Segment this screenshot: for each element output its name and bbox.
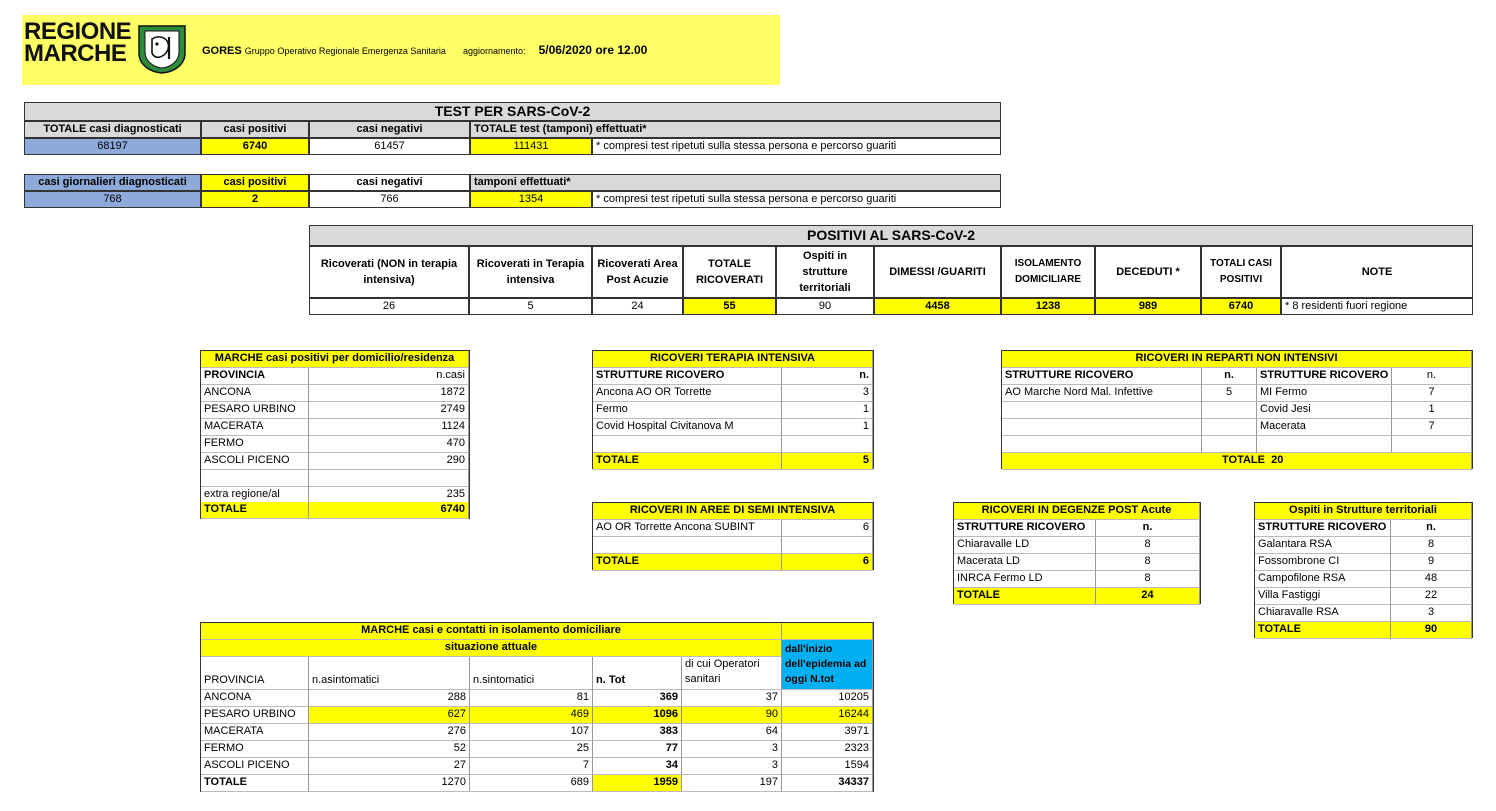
positivi-header-ricoverati-non-ti: Ricoverati (NON in terapia intensiva) [309, 246, 469, 298]
ti-col-header-value: n. [782, 368, 873, 385]
test-note: * compresi test ripetuti sulla stessa persona e percorso guariti [592, 138, 1001, 155]
ni-col-header-value2: n. [1392, 368, 1472, 385]
positivi-header-totali-positivi: TOTALI CASI POSITIVI [1201, 246, 1281, 298]
positivi-value-ospiti-territoriali: 90 [776, 298, 874, 315]
positivi-header-note: NOTE [1281, 246, 1473, 298]
iso-since-spacer [782, 623, 873, 640]
iso-row-sint: 25 [470, 741, 593, 758]
iso-total-tot: 1959 [593, 775, 682, 792]
ti-row-value: 3 [782, 385, 873, 402]
iso-total-since: 34337 [782, 775, 873, 792]
terr-row-value: 22 [1391, 588, 1472, 605]
positivi-value-deceduti: 989 [1095, 298, 1201, 315]
positivi-value-totali-positivi: 6740 [1201, 298, 1281, 315]
iso-row-since: 2323 [782, 741, 873, 758]
si-total-value: 6 [782, 554, 873, 571]
positivi-header-ricoverati-ti: Ricoverati in Terapia intensiva [469, 246, 592, 298]
province-row-name [201, 470, 309, 487]
daily-header-negativi: casi negativi [309, 174, 470, 191]
ti-row-value: 1 [782, 419, 873, 436]
terr-title: Ospiti in Strutture territoriali [1255, 503, 1472, 520]
ti-row-name: Ancona AO OR Torrette [593, 385, 782, 402]
iso-row-oper: 3 [682, 758, 782, 775]
ni-row-name2: MI Fermo [1257, 385, 1392, 402]
logo-line-2: MARCHE [24, 40, 127, 67]
iso-total-oper: 197 [682, 775, 782, 792]
test-header-positivi: casi positivi [201, 121, 309, 138]
iso-row-oper: 64 [682, 724, 782, 741]
ni-row-value1 [1202, 402, 1257, 419]
isolamento-table [200, 622, 874, 792]
daily-value-tamponi: 1354 [470, 191, 592, 208]
terr-row-value: 3 [1391, 605, 1472, 622]
si-row-name: AO OR Torrette Ancona SUBINT [593, 520, 782, 537]
ni-total [1002, 453, 1472, 470]
province-row-value: 470 [309, 436, 469, 453]
ni-row-name2: Covid Jesi [1257, 402, 1392, 419]
ni-row-value2: 7 [1392, 385, 1472, 402]
update-label: aggiornamento: [462, 46, 526, 56]
terr-row-value: 8 [1391, 537, 1472, 554]
pa-col-header-value: n. [1096, 520, 1200, 537]
iso-row-tot: 369 [593, 690, 682, 707]
iso-row-since: 3971 [782, 724, 873, 741]
region-shield-icon [136, 23, 188, 75]
positivi-value-ricoverati-ti: 5 [469, 298, 592, 315]
ni-row-name1: AO Marche Nord Mal. Infettive [1002, 385, 1202, 402]
pa-row-name: INRCA Fermo LD [954, 571, 1096, 588]
iso-col-header-asint: n.asintomatici [309, 657, 470, 690]
pa-row-value: 8 [1096, 571, 1200, 588]
iso-row-asint: 288 [309, 690, 470, 707]
pa-total-label: TOTALE [954, 588, 1096, 605]
iso-col-header-provincia: PROVINCIA [201, 657, 309, 690]
gores-label: GORES [202, 45, 242, 57]
ni-total-label: TOTALE [1222, 454, 1265, 466]
update-date: 5/06/2020 ore 12.00 [538, 43, 648, 57]
terr-row-value: 9 [1391, 554, 1472, 571]
daily-value-negativi: 766 [309, 191, 470, 208]
ni-row-value1 [1202, 419, 1257, 436]
test-header-totale-casi: TOTALE casi diagnosticati [24, 121, 201, 138]
positivi-value-dimessi-guariti: 4458 [874, 298, 1001, 315]
iso-total-name: TOTALE [201, 775, 309, 792]
test-value-positivi: 6740 [201, 138, 309, 155]
province-row-value: 290 [309, 453, 469, 470]
positivi-header-ricoverati-post-acuzie: Ricoverati Area Post Acuzie [592, 246, 683, 298]
province-row-value: 235 [309, 487, 469, 504]
province-col-header-value: n.casi [309, 368, 469, 385]
ni-row-name2: Macerata [1257, 419, 1392, 436]
iso-row-asint: 27 [309, 758, 470, 775]
province-row-value: 1124 [309, 419, 469, 436]
iso-row-name: PESARO URBINO [201, 707, 309, 724]
iso-row-name: ASCOLI PICENO [201, 758, 309, 775]
ni-title: RICOVERI IN REPARTI NON INTENSIVI [1002, 351, 1472, 368]
iso-row-oper: 90 [682, 707, 782, 724]
si-row-value [782, 537, 873, 554]
iso-row-sint: 107 [470, 724, 593, 741]
terr-row-name: Fossombrone CI [1255, 554, 1391, 571]
positivi-value-totale-ricoverati: 55 [683, 298, 776, 315]
positivi-header-totale-ricoverati: TOTALE RICOVERATI [683, 246, 776, 298]
daily-value-positivi: 2 [201, 191, 309, 208]
province-row-value: 1872 [309, 385, 469, 402]
ti-row-name [593, 436, 782, 453]
province-row-name: FERMO [201, 436, 309, 453]
test-table-title: TEST PER SARS-CoV-2 [24, 102, 1001, 121]
iso-col-header-tot: n. Tot [593, 657, 682, 690]
ni-col-header-value1: n. [1202, 368, 1257, 385]
pa-row-name: Chiaravalle LD [954, 537, 1096, 554]
ni-row-name2 [1257, 436, 1392, 453]
iso-row-oper: 37 [682, 690, 782, 707]
iso-row-tot: 1096 [593, 707, 682, 724]
logo-line-1: REGIONE [24, 18, 132, 45]
iso-row-sint: 7 [470, 758, 593, 775]
ti-total-label: TOTALE [593, 453, 782, 470]
non-intensivi-table [1001, 350, 1473, 469]
province-total-value: 6740 [309, 502, 469, 519]
semi-intensiva-table [592, 502, 874, 570]
iso-row-sint: 81 [470, 690, 593, 707]
iso-row-oper: 3 [682, 741, 782, 758]
positivi-value-ricoverati-post-acuzie: 24 [592, 298, 683, 315]
pa-title: RICOVERI IN DEGENZE POST Acute [954, 503, 1200, 520]
province-row-value [309, 470, 469, 487]
iso-row-since: 16244 [782, 707, 873, 724]
province-col-header-name: PROVINCIA [201, 368, 309, 385]
header-banner [22, 15, 780, 85]
pa-row-name: Macerata LD [954, 554, 1096, 571]
daily-value-casi: 768 [24, 191, 201, 208]
pa-row-value: 8 [1096, 537, 1200, 554]
daily-header-tamponi: tamponi effettuati* [470, 174, 1001, 191]
province-row-name: MACERATA [201, 419, 309, 436]
iso-since-label: dall'inizio dell'epidemia ad oggi N.tot [782, 640, 873, 690]
province-row-name: PESARO URBINO [201, 402, 309, 419]
pa-col-header-name: STRUTTURE RICOVERO [954, 520, 1096, 537]
terapia-intensiva-table [592, 350, 874, 469]
ni-total-value: 20 [1271, 454, 1284, 466]
ti-row-name: Fermo [593, 402, 782, 419]
positivi-value-note: * 8 residenti fuori regione [1281, 298, 1473, 315]
iso-total-sint: 689 [470, 775, 593, 792]
ni-col-header-name1: STRUTTURE RICOVERO [1002, 368, 1202, 385]
post-acute-table [953, 502, 1201, 604]
ni-row-value2: 7 [1392, 419, 1472, 436]
iso-row-since: 10205 [782, 690, 873, 707]
ti-title: RICOVERI TERAPIA INTENSIVA [593, 351, 873, 368]
iso-col-header-sint: n.sintomatici [470, 657, 593, 690]
ni-row-value2: 1 [1392, 402, 1472, 419]
province-total-label: TOTALE [201, 502, 309, 519]
iso-row-tot: 34 [593, 758, 682, 775]
daily-header-casi: casi giornalieri diagnosticati [24, 174, 201, 191]
ti-total-value: 5 [782, 453, 873, 470]
test-header-negativi: casi negativi [309, 121, 470, 138]
ti-col-header-name: STRUTTURE RICOVERO [593, 368, 782, 385]
test-value-totale-casi: 68197 [24, 138, 201, 155]
province-table [200, 350, 470, 519]
province-table-title: MARCHE casi positivi per domicilio/residenza [201, 351, 469, 368]
ni-row-value1: 5 [1202, 385, 1257, 402]
positivi-header-isolamento-domiciliare: ISOLAMENTO DOMICILIARE [1001, 246, 1095, 298]
positivi-header-ospiti-territoriali: Ospiti in strutture territoriali [776, 246, 874, 298]
si-total-label: TOTALE [593, 554, 782, 571]
ti-row-value [782, 436, 873, 453]
positivi-header-dimessi-guariti: DIMESSI /GUARITI [874, 246, 1001, 298]
territoriali-table [1254, 502, 1473, 638]
pa-row-value: 8 [1096, 554, 1200, 571]
terr-total-value: 90 [1391, 622, 1472, 639]
ni-row-value2 [1392, 436, 1472, 453]
terr-row-name: Galantara RSA [1255, 537, 1391, 554]
iso-subtitle: situazione attuale [201, 640, 782, 657]
iso-row-asint: 276 [309, 724, 470, 741]
ti-row-value: 1 [782, 402, 873, 419]
test-value-tamponi: 111431 [470, 138, 592, 155]
terr-row-name: Chiaravalle RSA [1255, 605, 1391, 622]
daily-note: * compresi test ripetuti sulla stessa persona e percorso guariti [592, 191, 1001, 208]
province-row-name: ANCONA [201, 385, 309, 402]
terr-col-header-name: STRUTTURE RICOVERO [1255, 520, 1391, 537]
iso-row-asint: 627 [309, 707, 470, 724]
terr-total-label: TOTALE [1255, 622, 1391, 639]
ni-row-name1 [1002, 436, 1202, 453]
iso-total-asint: 1270 [309, 775, 470, 792]
iso-row-name: MACERATA [201, 724, 309, 741]
test-header-tamponi: TOTALE test (tamponi) effettuati* [470, 121, 1001, 138]
positivi-title: POSITIVI AL SARS-CoV-2 [309, 225, 1473, 246]
si-row-value: 6 [782, 520, 873, 537]
pa-total-value: 24 [1096, 588, 1200, 605]
positivi-header-deceduti: DECEDUTI * [1095, 246, 1201, 298]
province-row-value: 2749 [309, 402, 469, 419]
ni-row-name1 [1002, 402, 1202, 419]
terr-row-name: Villa Fastiggi [1255, 588, 1391, 605]
si-row-name [593, 537, 782, 554]
ni-row-name1 [1002, 419, 1202, 436]
terr-col-header-value: n. [1391, 520, 1472, 537]
terr-row-value: 48 [1391, 571, 1472, 588]
iso-row-asint: 52 [309, 741, 470, 758]
iso-row-name: ANCONA [201, 690, 309, 707]
province-row-name: ASCOLI PICENO [201, 453, 309, 470]
gores-description: Gruppo Operativo Regionale Emergenza Sanitaria [244, 46, 446, 56]
iso-row-since: 1594 [782, 758, 873, 775]
ni-col-header-name2: STRUTTURE RICOVERO [1257, 368, 1392, 385]
province-row-name: extra regione/al [201, 487, 309, 504]
iso-col-header-oper: di cui Operatori sanitari [682, 657, 782, 690]
si-title: RICOVERI IN AREE DI SEMI INTENSIVA [593, 503, 873, 520]
positivi-value-isolamento-domiciliare: 1238 [1001, 298, 1095, 315]
positivi-value-ricoverati-non-ti: 26 [309, 298, 469, 315]
iso-row-sint: 469 [470, 707, 593, 724]
header-info-line [202, 43, 647, 57]
iso-row-tot: 383 [593, 724, 682, 741]
iso-row-name: FERMO [201, 741, 309, 758]
terr-row-name: Campofilone RSA [1255, 571, 1391, 588]
region-logo-text [24, 18, 132, 67]
test-value-negativi: 61457 [309, 138, 470, 155]
iso-row-tot: 77 [593, 741, 682, 758]
ti-row-name: Covid Hospital Civitanova M [593, 419, 782, 436]
daily-header-positivi: casi positivi [201, 174, 309, 191]
iso-title: MARCHE casi e contatti in isolamento domiciliare [201, 623, 782, 640]
ni-row-value1 [1202, 436, 1257, 453]
